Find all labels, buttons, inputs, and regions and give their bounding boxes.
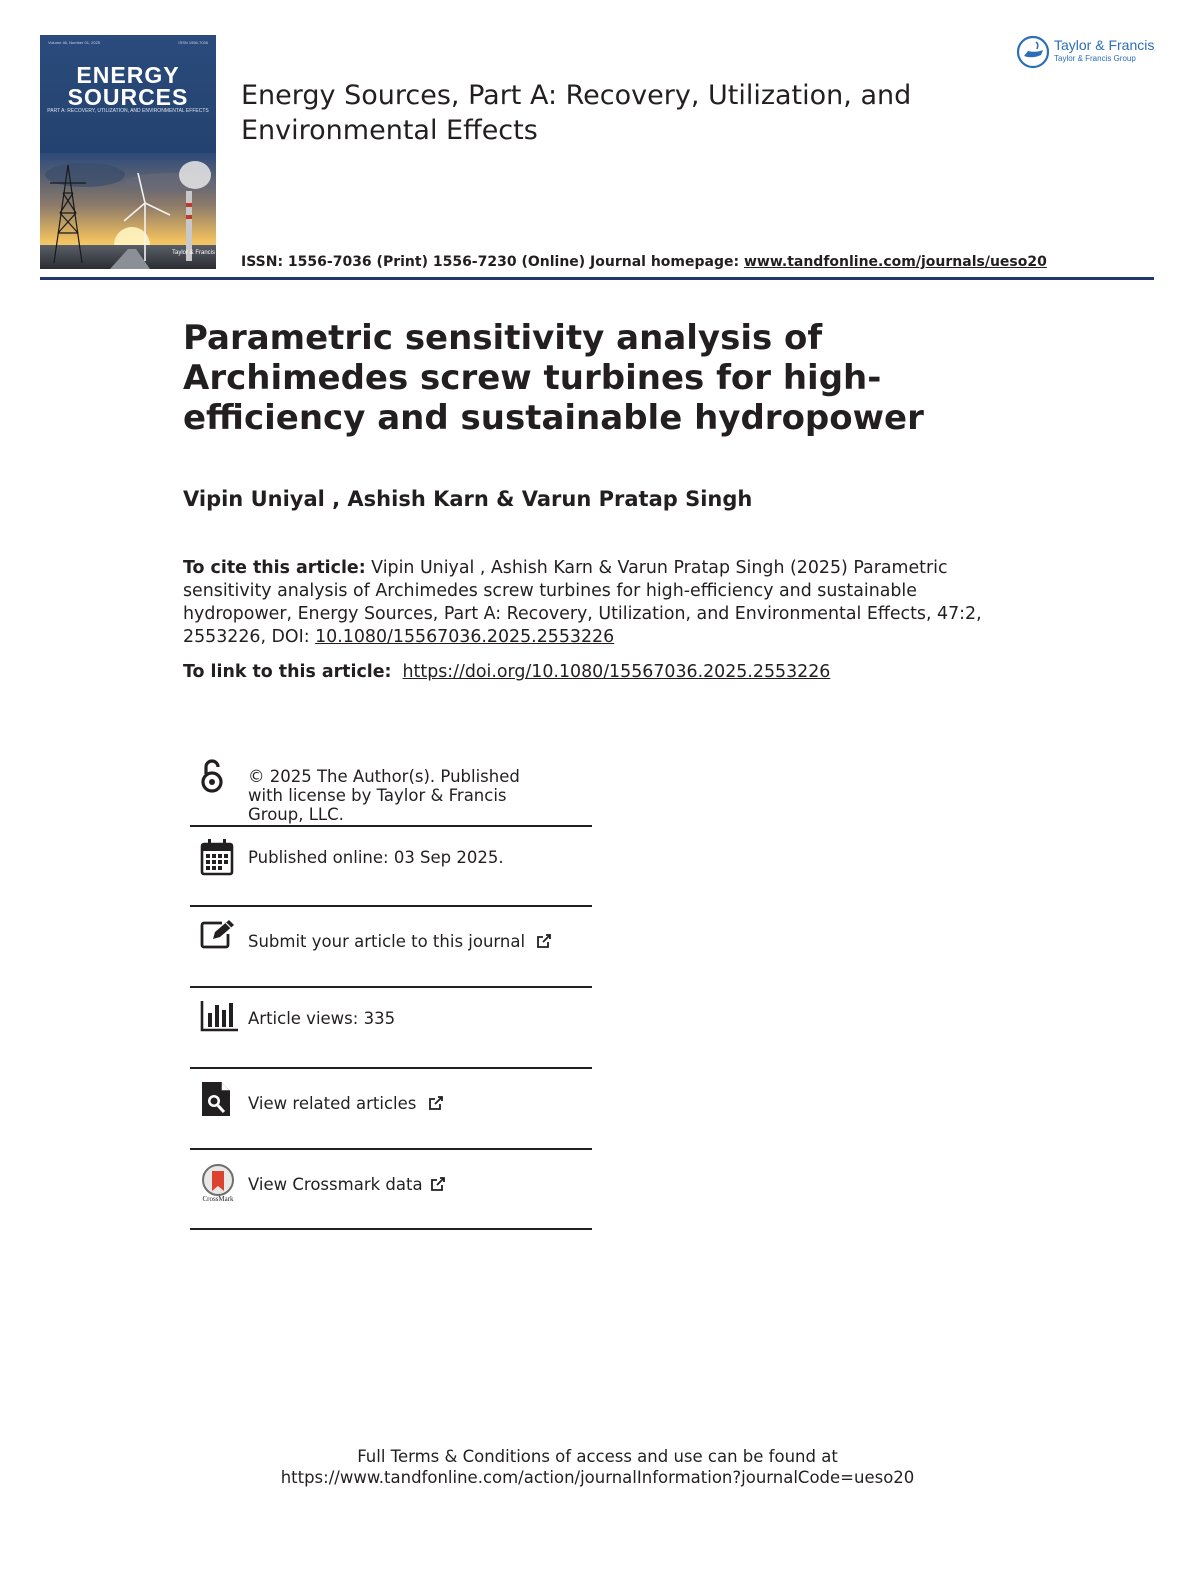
cover-publisher-mark: Taylor & Francis xyxy=(172,250,216,256)
info-divider xyxy=(190,825,592,827)
citation-label: To cite this article: xyxy=(183,558,366,578)
cover-volume-info: Volume 46, Number 01, 2025 xyxy=(48,40,101,45)
publisher-group: Taylor & Francis Group xyxy=(1054,54,1136,63)
published-date-text: Published online: 03 Sep 2025. xyxy=(248,848,504,867)
bar-chart-icon xyxy=(200,999,240,1033)
info-divider xyxy=(190,1067,592,1069)
doi-link[interactable]: 10.1080/15567036.2025.2553226 xyxy=(315,627,615,647)
issn-line xyxy=(241,254,1047,270)
terms-footer xyxy=(0,1446,1195,1488)
external-link-icon xyxy=(536,933,552,949)
submit-article-row[interactable] xyxy=(190,916,592,976)
cover-issn: ISSN 1556-7036 xyxy=(178,40,208,45)
crossmark-row[interactable] xyxy=(190,1159,592,1219)
article-views-row xyxy=(190,997,592,1057)
cover-header xyxy=(40,35,216,153)
terms-footer-url[interactable]: https://www.tandfonline.com/action/journalInformation?journalCode=ueso20 xyxy=(280,1468,915,1487)
submit-article-link[interactable] xyxy=(248,932,552,952)
terms-footer-line1: Full Terms & Conditions of access and use can be found at xyxy=(357,1447,838,1466)
header-divider xyxy=(40,277,1154,280)
info-divider xyxy=(190,1228,592,1230)
article-doi-url-link[interactable]: https://doi.org/10.1080/15567036.2025.2553226 xyxy=(402,662,831,682)
crossmark-link[interactable] xyxy=(248,1175,446,1195)
article-link-line xyxy=(183,662,830,682)
journal-cover-image xyxy=(40,35,216,269)
crossmark-label: View Crossmark data xyxy=(248,1175,423,1194)
journal-title: Energy Sources, Part A: Recovery, Utilization, and Environmental Effects xyxy=(241,80,912,146)
publisher-name: Taylor & Francis xyxy=(1054,37,1155,53)
article-views-text: Article views: 335 xyxy=(248,1009,396,1028)
cover-subtitle: PART A: RECOVERY, UTILIZATION, AND ENVIRONMENTAL EFFECTS xyxy=(47,108,209,114)
related-articles-link[interactable] xyxy=(248,1094,444,1114)
cover-title-sources: SOURCES xyxy=(67,84,189,110)
crossmark-logo-text: CrossMark xyxy=(202,1195,234,1203)
journal-homepage-link[interactable]: www.tandfonline.com/journals/ueso20 xyxy=(743,254,1047,270)
article-title: Parametric sensitivity analysis of Archimedes screw turbines for high-efficiency and sustainable hydropower xyxy=(183,318,924,438)
taylor-francis-lamp-icon xyxy=(1016,35,1050,69)
related-articles-row[interactable] xyxy=(190,1078,592,1138)
article-authors: Vipin Uniyal , Ashish Karn & Varun Pratap Singh xyxy=(183,487,753,511)
external-link-icon xyxy=(428,1095,444,1111)
cover-title-energy: ENERGY xyxy=(76,62,180,88)
document-search-icon xyxy=(200,1080,232,1118)
info-divider xyxy=(190,1148,592,1150)
article-link-label: To link to this article: xyxy=(183,662,392,682)
license-text: © 2025 The Author(s). Published with license by Taylor & Francis Group, LLC. xyxy=(248,767,520,824)
taylor-francis-logo[interactable] xyxy=(1016,35,1158,69)
issn-text: ISSN: 1556-7036 (Print) 1556-7230 (Online) Journal homepage: xyxy=(241,254,744,270)
citation-text: Vipin Uniyal , Ashish Karn & Varun Pratap Singh (2025) Parametric sensitivity analysis of Archimedes screw turbines for high-efficiency and sustainable hydropower, Energy Sources, Part A: Recovery, Utilization, and Environmental Effects, 47:2, 2553226, DOI: xyxy=(183,558,982,647)
published-row xyxy=(190,836,592,896)
info-divider xyxy=(190,986,592,988)
open-access-icon xyxy=(200,758,224,794)
external-link-icon xyxy=(430,1176,446,1192)
related-articles-label: View related articles xyxy=(248,1094,417,1113)
crossmark-logo xyxy=(198,1163,238,1207)
crossmark-icon xyxy=(198,1163,238,1197)
calendar-icon xyxy=(200,838,234,876)
citation-block xyxy=(183,557,1003,649)
license-row xyxy=(190,756,592,824)
info-divider xyxy=(190,905,592,907)
edit-icon xyxy=(200,918,236,950)
submit-article-label: Submit your article to this journal xyxy=(248,932,526,951)
